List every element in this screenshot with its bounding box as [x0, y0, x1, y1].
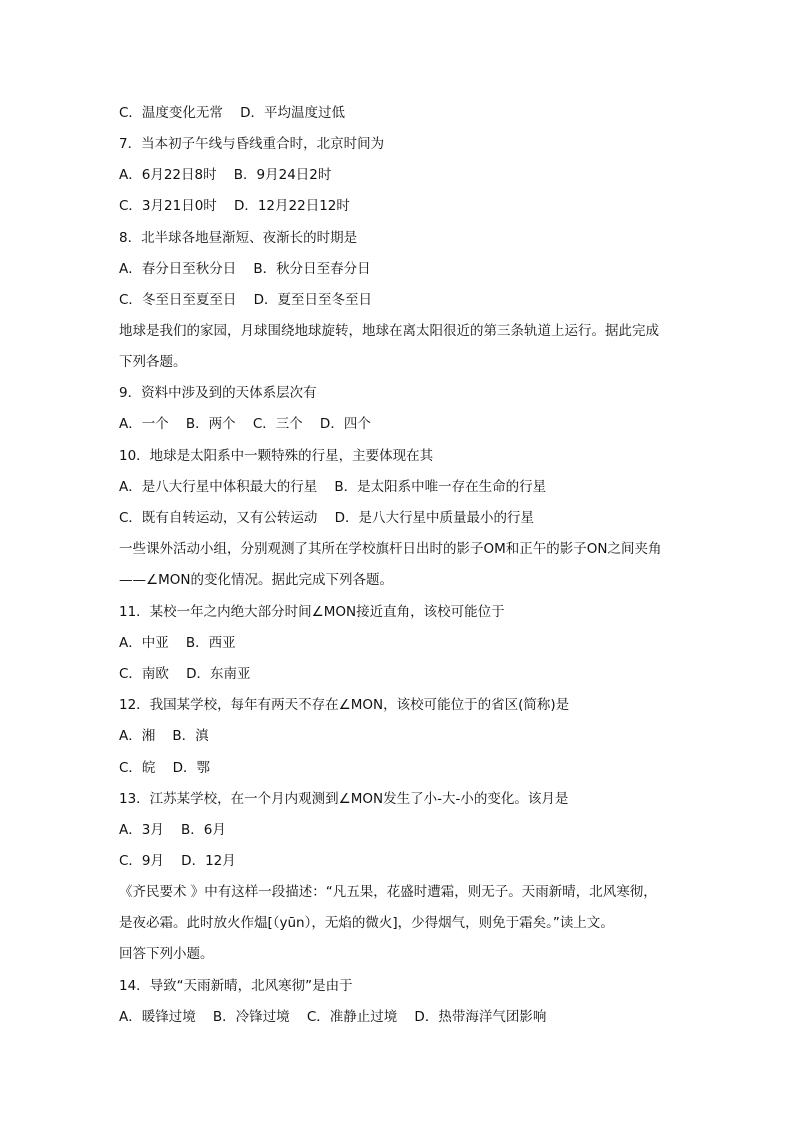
option-line-9: A．一个 B．两个 C．三个 D．四个: [119, 416, 371, 432]
option-line-13ab: A．3月 B．6月: [119, 822, 226, 838]
option-line-8ab: A．春分日至秋分日 B．秋分日至春分日: [119, 261, 371, 277]
question-14: 14．导致“天雨新晴，北风寒彻”是由于: [119, 978, 353, 994]
passage-2-line-2: ——∠MON的变化情况。据此完成下列各题。: [119, 572, 393, 588]
option-line-6cd: C．温度变化无常 D．平均温度过低: [119, 105, 345, 121]
passage-3-line-2: 是夜必霜。此时放火作煴[（yūn），无焰的微火]，少得烟气，则免于霜矣。”读上文。: [119, 915, 614, 931]
question-11: 11．某校一年之内绝大部分时间∠MON接近直角，该校可能位于: [119, 604, 505, 620]
option-line-11ab: A．中亚 B．西亚: [119, 635, 236, 651]
option-line-10cd: C．既有自转运动，又有公转运动 D．是八大行星中质量最小的行星: [119, 510, 534, 526]
question-9: 9．资料中涉及到的天体系层次有: [119, 385, 317, 401]
question-13: 13．江苏某学校，在一个月内观测到∠MON发生了小-大-小的变化。该月是: [119, 791, 569, 807]
option-line-13cd: C．9月 D．12月: [119, 853, 236, 869]
passage-1-line-1: 地球是我们的家园，月球围绕地球旋转，地球在离太阳很近的第三条轨道上运行。据此完成: [119, 323, 659, 339]
question-10: 10．地球是太阳系中一颗特殊的行星，主要体现在其: [119, 448, 434, 464]
option-line-7cd: C．3月21日0时 D．12月22日12时: [119, 198, 350, 214]
option-line-14: A．暖锋过境 B．冷锋过境 C．准静止过境 D．热带海洋气团影响: [119, 1009, 547, 1025]
option-line-12ab: A．湘 B．滇: [119, 728, 209, 744]
passage-3-line-3: 回答下列小题。: [119, 946, 214, 962]
option-line-12cd: C．皖 D．鄂: [119, 760, 210, 776]
question-12: 12．我国某学校，每年有两天不存在∠MON，该校可能位于的省区(简称)是: [119, 697, 570, 713]
question-7: 7．当本初子午线与昏线重合时，北京时间为: [119, 136, 385, 152]
passage-1-line-2: 下列各题。: [119, 354, 187, 370]
option-line-11cd: C．南欧 D．东南亚: [119, 666, 251, 682]
passage-2-line-1: 一些课外活动小组，分别观测了其所在学校旗杆日出时的影子OM和正午的影子ON之间夹角: [119, 541, 662, 557]
question-8: 8．北半球各地昼渐短、夜渐长的时期是: [119, 230, 358, 246]
option-line-10ab: A．是八大行星中体积最大的行星 B．是太阳系中唯一存在生命的行星: [119, 479, 547, 495]
passage-3-line-1: 《齐民要术 》中有这样一段描述：“凡五果，花盛时遭霜，则无子。天雨新晴，北风寒彻，: [119, 884, 657, 900]
option-line-7ab: A．6月22日8时 B．9月24日2时: [119, 167, 332, 183]
option-line-8cd: C．冬至日至夏至日 D．夏至日至冬至日: [119, 292, 372, 308]
